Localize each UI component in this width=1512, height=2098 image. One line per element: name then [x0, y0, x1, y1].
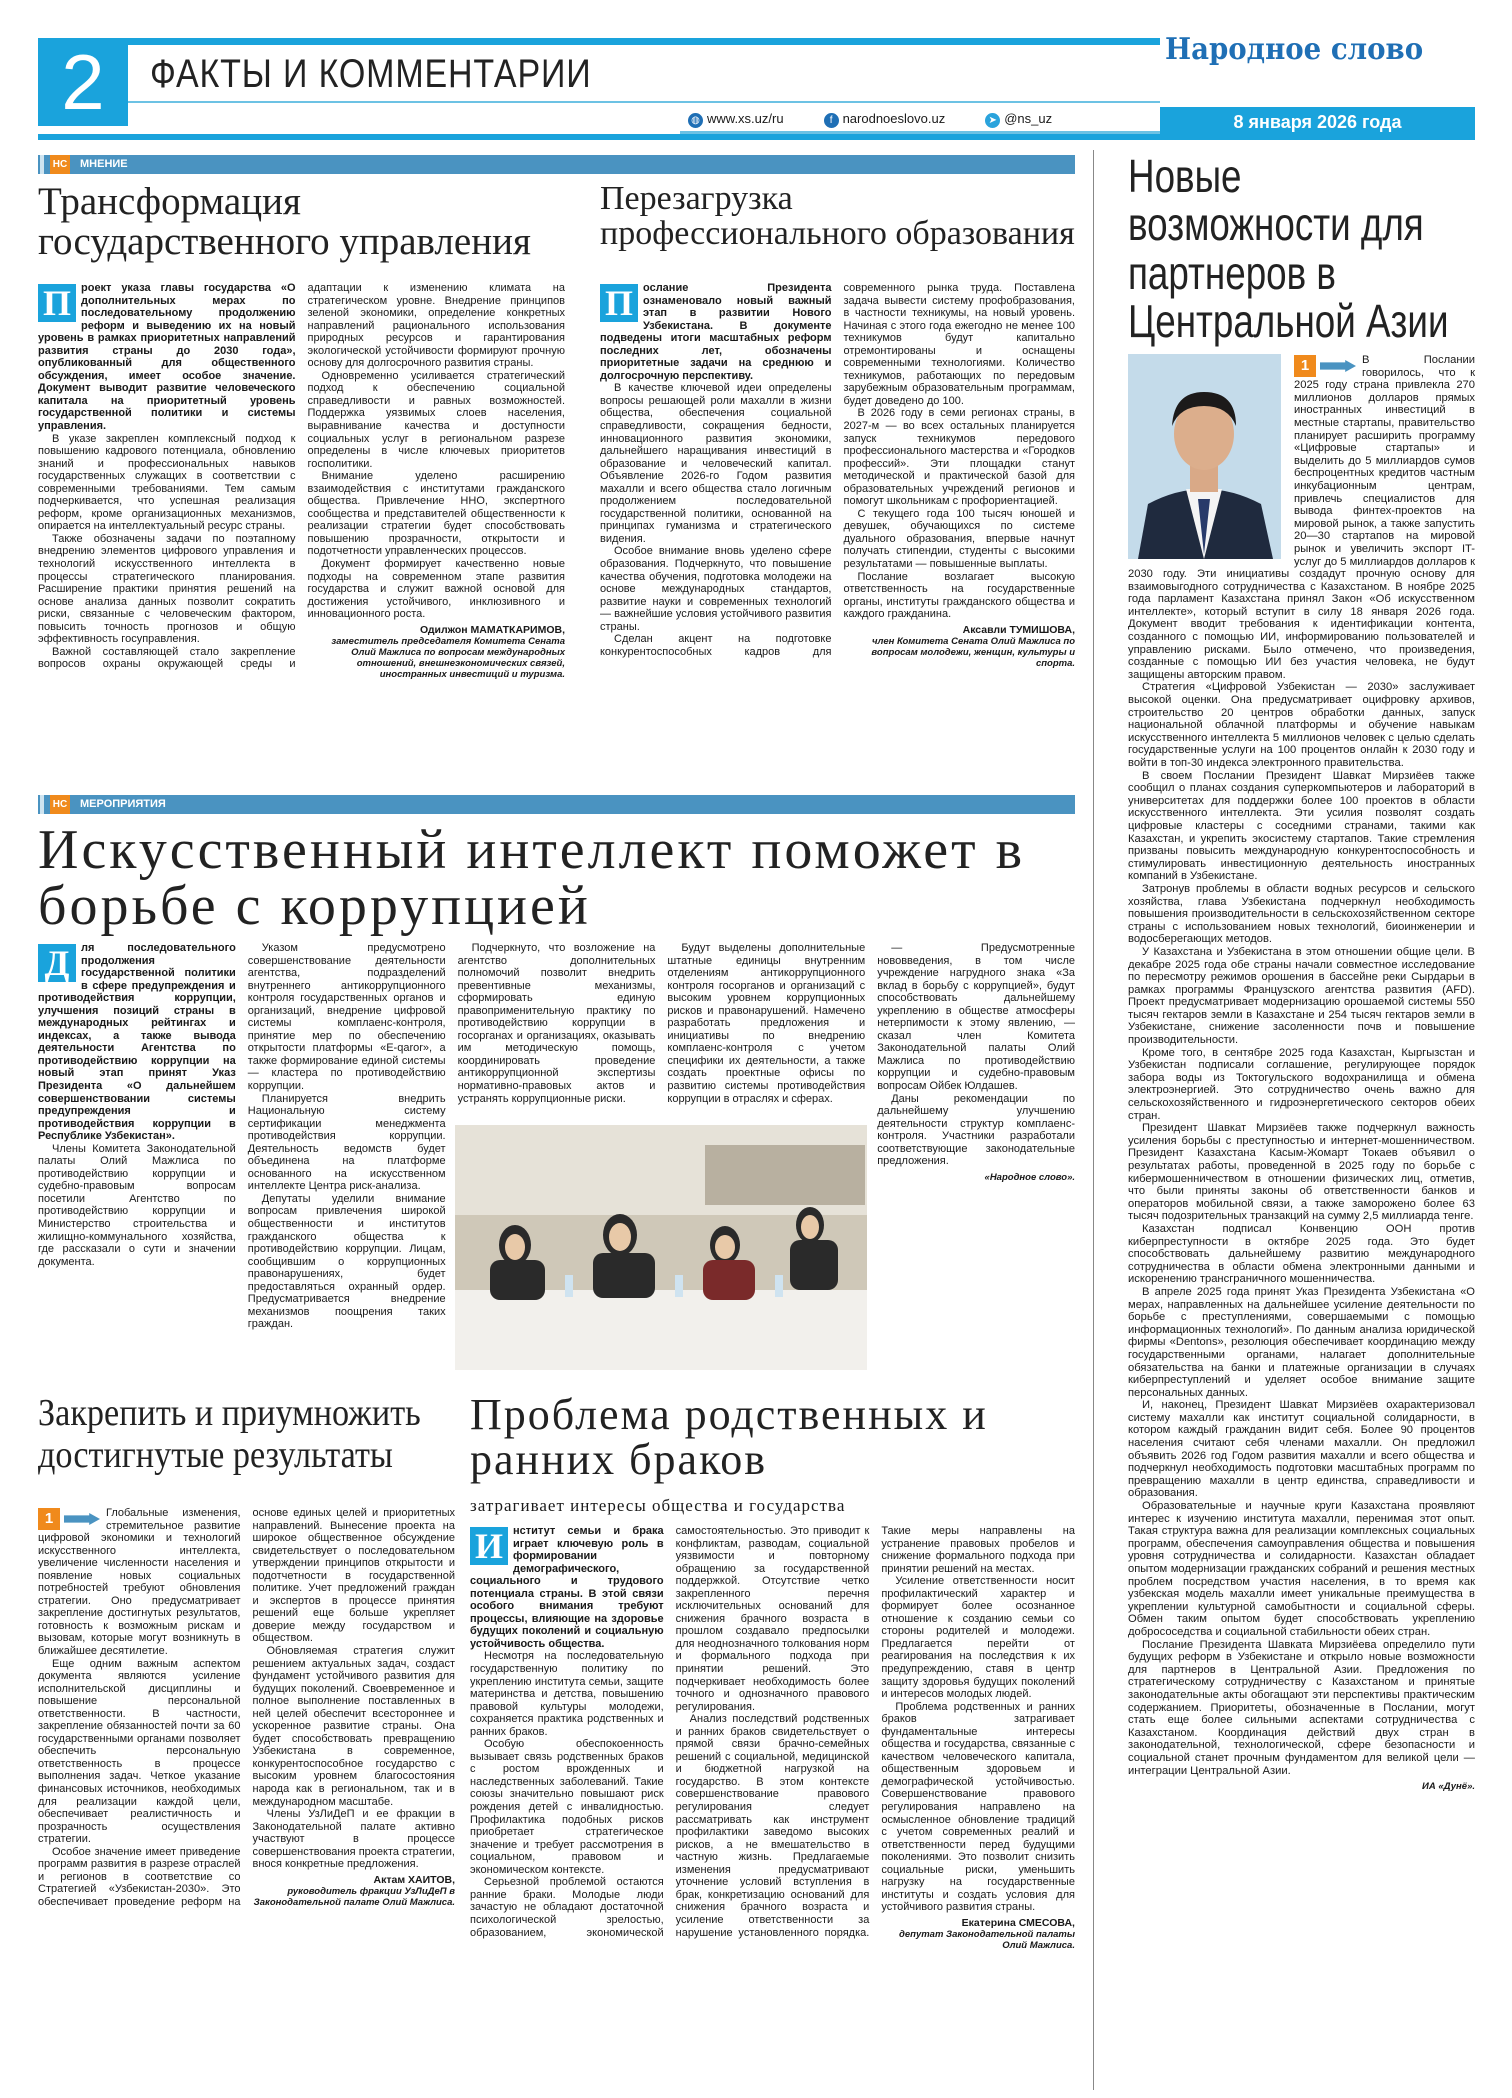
- paragraph-text: Глобальные изменения, стремительное развитие цифровой экономики и технологий искусственного интеллекта, увеличение численности населения и появление новых социальных потребностей требуют обновления стратегии. Оно предусматривает закрепление достигнутых результатов, готовность к возможным рискам и вызовам, которые могут возникнуть в ближайшее десятилетие.: [38, 1507, 241, 1658]
- facebook-link[interactable]: [824, 111, 946, 127]
- article-lead: [38, 282, 296, 433]
- lead-text: ослание Президента ознаменовало новый важный этап в развитии Нового Узбекистана. В документе подведены итоги масштабных реформ последних лет, обозначены приоритетные задачи на среднюю и долгосрочную перспективу.: [600, 282, 832, 382]
- marker-number: 1: [1294, 355, 1316, 377]
- paragraph-text: Одновременно усиливается стратегический подход к обеспечению социальной справедливости и равных возможностей. Поддержка уязвимых слоев населения, выравнивание качества и доступности социальных услуг в региональном разрезе определены в числе ключевых приоритетов госполитики.: [307, 369, 565, 470]
- rubric-logo: НС: [50, 155, 70, 174]
- source: ИА «Дунё».: [1422, 1781, 1475, 1793]
- paragraph-text: В качестве ключевой идеи определены вопросы решающей роли махалли в жизни общества, обеспечения социальной справедливости, сокращения бедности, инновационного развития экономики, дальнейшего наращивания инвестиций в образование и человеческий капитал. Объявление 2026-го Годом развития махалли и всего общества стало логичным продолжением последовательной государственной политики, основанной на принципах гуманизма и стратегического видения.: [600, 382, 832, 545]
- paragraph: [308, 370, 566, 470]
- arrow-right-icon: [1320, 360, 1356, 372]
- paragraph-text: Серьезной проблемой остаются ранние браки. Молодые люди зачастую не обладают достаточной психологической зрелостью, образованием, экономической самостоятельностью. Это приводит к конфликтам, разводам, социальной уязвимости и повторному обращению за государственной поддержкой. Отсутствие четко закрепленного перечня исключительных оснований для снижения брачного возраста в прошлом создавало предпосылки для неоднозначного толкования норм и формального подхода при принятии решений. Это подчеркивает необходимость более точного и однозначного правового регулирования.: [470, 1525, 870, 1939]
- signature: [844, 625, 1076, 669]
- author-role: заместитель председателя Комитета Сената Олий Мажлиса по вопросам международных отношений, внешнеэкономических связей, иностранных инвестиций и туризма.: [331, 635, 565, 680]
- lead-text: нститут семьи и брака играет ключевую роль в формировании демографического, социального и трудового потенциала страны. В этой связи особого внимания требуют процессы, влияющие на здоровье будущих поколений и социальную устойчивость общества.: [470, 1525, 664, 1650]
- header-bar: [128, 38, 1160, 45]
- rubric-label: МНЕНИЕ: [80, 158, 128, 170]
- paragraph-text: В 2026 году в семи регионах страны, в 2027-м — во всех остальных планируется запуск техникумов передового профессионального мастерства и «Городков профессий». Эти площадки станут методической и практической базой для образовательных учреждений регионов и помогут школьникам с профориентацией.: [843, 407, 1075, 508]
- section-title: ФАКТЫ И КОММЕНТАРИИ: [150, 52, 592, 96]
- paragraph-text: В указе закреплен комплексный подход к повышению кадрового потенциала, обновлению знаний и профессиональных навыков государственных служащих в соответствии с современными требованиями. Тем самым подчеркивается, что успешная реализация реформ, кроме организационных механизмов, опирается на интеллектуальный ресурс страны.: [38, 432, 296, 533]
- author-name: Аксавли ТУМИШОВА,: [962, 623, 1075, 636]
- author-role: руководитель фракции УзЛиДеП в Законодательной палате Олий Мажлиса.: [253, 1885, 455, 1908]
- telegram-text: @ns_uz: [1004, 111, 1053, 127]
- signature: [253, 1875, 456, 1908]
- text-column: [248, 942, 446, 1331]
- paragraph: [881, 1575, 1075, 1700]
- article-subtitle: затрагивает интересы общества и государства: [470, 1496, 846, 1515]
- article-title: Трансформация государственного управления: [38, 180, 531, 263]
- paragraph: [248, 1093, 446, 1193]
- author-role: член Комитета Сената Олий Мажлиса по вопросам молодежи, женщин, культуры и спорта.: [871, 635, 1075, 669]
- paragraph-text: Внимание уделено расширению взаимодействия с институтами гражданского общества. Привлечение ННО, экспертного сообщества и представителей общественности к реализации стратегии будет способствовать повышению прозрачности, открытости и подотчетности управленческих процессов.: [307, 470, 565, 558]
- paragraph-text: Документ формирует качественно новые подходы на современном этапе развития государства и служит важной основой для достижения устойчивого, инклюзивного и инновационного роста.: [307, 558, 565, 621]
- signature: [881, 1918, 1075, 1951]
- paragraph: [253, 1808, 456, 1871]
- paragraph-text: Образовательные и научные круги Казахстана проявляют интерес к изучению института махалли, перенимая этот опыт. Такая структура важна для реализации комплексных социальных программ, обеспечения самоуправления общества и повышения уровня сотрудничества и солидарности. Казахстан обладает опытом модернизации гражданских собраний и решения местных проблем посредством участия населения, в то время как узбекская модель махалли имеет уникальные преимущества в укреплении культурной самобытности и социальной сферы. Обмен таким опытом будет способствовать укреплению добрососедства и социальной стабильности обеих стран.: [1128, 1500, 1475, 1638]
- paragraph-text: Важной составляющей стало закрепление вопросов охраны окружающей среды и адаптации к изменению климата на стратегическом уровне. Внедрение принципов зеленой экономики, определение конкретных направлений рационального использования природных ресурсов и гарантирования экологической устойчивости формируют прочную основу для долгосрочного развития страны.: [38, 282, 565, 671]
- paragraph: [600, 545, 832, 633]
- paragraph: [844, 571, 1076, 621]
- paragraph-text: Особое внимание вновь уделено сфере образования. Подчеркнуто, что повышение качества обучения, подготовка молодежи на основе международных стандартов, развитие науки и современных технологий — важнейшие условия устойчивого развития страны.: [600, 545, 832, 633]
- newspaper-logo: Народное слово: [1165, 32, 1424, 67]
- telegram-link[interactable]: [985, 111, 1052, 127]
- paragraph-text: Несмотря на последовательную государственную политику по укреплению института семьи, защите материнства и детства, повышению правовой культуры молодежи, сохраняется практика родственных и ранних браков.: [470, 1650, 664, 1738]
- article-title: Новые возможности для партнеров в Центральной Азии: [1128, 150, 1449, 347]
- page-number: 2: [38, 38, 128, 126]
- article-body: [38, 1507, 455, 1909]
- article-body: [38, 942, 1075, 1331]
- signature: [308, 625, 566, 680]
- paragraph-text: Особое значение имеет приведение программ развития в разрезе отраслей и регионов в соответствие со Стратегией «Узбекистан-2030». Это обеспечивает проведение реформ на основе единых целей и приоритетных направлений. Вынесение проекта на широкое общественное обсуждение свидетельствует о последовательном утверждении принципов открытости и подотчетности в государственной политике. Учет предложений граждан и экспертов в процессе принятия решений еще больше укрепляет доверие между государством и обществом.: [38, 1507, 455, 1908]
- paragraph-text: Послание Президента Шавката Мирзиёева определило пути будущих реформ в Узбекистане и открыло новые возможности для партнеров в Центральной Азии. Предложения по стратегическому сотрудничеству с Казахстаном и принятые законодательные акты обогащают эти перспективы практическим содержанием. Приоритеты, обозначенные в Послании, могут стать еще более сильными аспектами сотрудничества с Казахстаном. Координация действий двух стран в законодательной, технологической, сфере безопасности и социальной станет прочным фундаментом для великой цели — интеграции Центральной Азии.: [1128, 1638, 1475, 1777]
- paragraph: [1128, 946, 1475, 1047]
- text-column: [38, 942, 236, 1268]
- paragraph-text: И, наконец, Президент Шавкат Мирзиёев охарактеризовал систему махалли как институт социальной солидарности, в котором каждый гражданин видит себя. Более 90 процентов населения считают себя членами махалли. Он предложил объявить 2026 год Годом развития махалли и всего общества и подчеркнул необходимость подготовки масштабных программ по превращению махалли в центр единства, справедливости и образования.: [1128, 1399, 1475, 1500]
- rubric-logo: НС: [50, 795, 70, 814]
- paragraph-text: Члены УзЛиДеП и ее фракции в Законодательной палате активно участвуют в процессе совершенствования проекта стратегии, внося конкретные предложения.: [252, 1808, 455, 1871]
- paragraph: [877, 942, 1075, 1093]
- paragraph: [1128, 1500, 1475, 1639]
- paragraph: [1128, 681, 1475, 769]
- article-body: [600, 282, 1075, 669]
- header-underline: [38, 134, 1475, 140]
- paragraph: [600, 382, 832, 545]
- author-name: Одилжон МАМАТКАРИМОВ,: [419, 623, 565, 636]
- paragraph-text: Еще одним важным аспектом документа являются усиление исполнительской дисциплины и повышение персональной ответственности. В частности, закрепление обязанностей почти за 60 государственными органами позволяет обеспечить персональную ответственность в процессе выполнения задач. Четкое указание финансовых источников, необходимых для реализации каждой цели, обеспечивает реалистичность и прозрачность осуществления стратегии.: [38, 1657, 241, 1846]
- paragraph-text: Проблема родственных и ранних браков затрагивает фундаментальные интересы общества и государства, связанные с качеством человеческого капитала, общественным здоровьем и демографической устойчивостью. Совершенствование правового регулирования направлено на осмысленное обновление традиций с учетом современных реалий и ответственности перед будущими поколениями. Это позволит снизить социальные риски, уменьшить нагрузку на государственные институты и создать условия для устойчивого развития страны.: [881, 1700, 1075, 1914]
- rubric-label: МЕРОПРИЯТИЯ: [80, 798, 166, 810]
- drop-cap: Д: [38, 944, 76, 982]
- paragraph-text: Стратегия «Цифровой Узбекистан — 2030» заслуживает высокой оценки. Она предусматривает оцифровку архивов, строительство 20 центров обработки данных, запуск национальной облачной платформы и обучение навыкам искусственного интеллекта 5 миллионов человек с целью сделать государственные услуги на 100 процентов онлайн к 2030 году и войти в топ-30 индекса электронного правительства.: [1128, 681, 1475, 769]
- article-title: Перезагрузка профессионального образования: [600, 180, 1075, 252]
- paragraph-text: Особую обеспокоенность вызывает связь родственных браков с ростом врожденных и наследственных заболеваний. Такие союзы значительно повышают риск рождения детей с инвалидностью. Профилактика подобных рисков приобретает стратегическое значение и требует рассмотрения в социальном, правовом и экономическом контексте.: [470, 1738, 664, 1876]
- paragraph-text: Планируется внедрить Национальную систему сертификации менеджмента противодействия коррупции. Деятельность ведомств будет объединена на платформе основанного на искусственном интеллекте Центра риск-анализа.: [247, 1092, 446, 1193]
- paragraph: [38, 1507, 241, 1658]
- paragraph: [248, 942, 446, 1093]
- rubric-bar: [40, 155, 44, 174]
- paragraph: [248, 1193, 446, 1331]
- paragraph-text: Президент Шавкат Мирзиёев также подчеркнул важность усиления борьбы с преступностью и интернет-мошенничеством. Президент Казахстана Касым-Жомарт Токаев объявил о результатах работы, проведенной в 2025 году по борьбе с кибермошенничеством в отношении физических лиц, отметив, что были приняты законы об ответственности банков и операторов мобильной связи, а также заморожено более 63 тысяч подозрительных транзакций на сумму 2,5 миллиарда тенге.: [1128, 1122, 1475, 1223]
- paragraph-text: В апреле 2025 года принят Указ Президента Узбекистана «О мерах, направленных на дальнейшее усиление деятельности по борьбе с преступлениями, совершаемыми с помощью информационных технологий». По данным анализа юридической фирмы «Dentons», резолюция обеспечивает координацию между государственными органами, налагает дополнительные обязательства на банки и платежные организации в случаях киберпреступлений и уделяет особое внимание защите персональных данных.: [1128, 1285, 1475, 1399]
- paragraph-text: Анализ последствий родственных и ранних браков свидетельствует о прямой связи брачно-семейных решений с социальной, медицинской и бюджетной нагрузкой на государство. В этом контексте совершенствование правового регулирования следует рассматривать как инструмент профилактики заведомо высоких рисков, а не вмешательство в частную жизнь. Предлагаемые изменения предусматривают уточнение условий вступления в брак, конкретизацию оснований для снижения брачного возраста и усиление ответственности за нарушение установленного порядка. Такие меры направлены на устранение правовых пробелов и снижение формального подхода при принятии решений на местах.: [675, 1525, 1075, 1939]
- paragraph: [308, 558, 566, 621]
- rubric-events: [38, 795, 1075, 814]
- paragraph-text: Указом предусмотрено совершенствование деятельности агентства, подразделений внутреннего антикоррупционного контроля государственных органов и организаций, внедрение цифровой системы комплаенс-контроля, принятие мер по обеспечению открытости платформы «E-qaror», а также формирование единой системы — кластера по противодействию коррупции.: [247, 942, 446, 1093]
- drop-cap: П: [38, 284, 76, 322]
- paragraph: [877, 1093, 1075, 1168]
- text-column: [667, 942, 865, 1105]
- paragraph: [38, 1143, 236, 1268]
- paragraph-text: Усиление ответственности носит профилактический характер и формирует более осознанное отношение к созданию семьи со стороны родителей и молодежи. Предлагается перейти от реагирования на последствия к их предупреждению, ставя в центр защиту здоровья будущих поколений и интересов молодых людей.: [881, 1575, 1075, 1701]
- paragraph: [1128, 1639, 1475, 1778]
- author-role: депутат Законодательной палаты Олий Мажлиса.: [898, 1928, 1075, 1951]
- paragraph: [667, 942, 865, 1105]
- paragraph: [38, 533, 296, 646]
- drop-cap: И: [470, 1527, 508, 1565]
- issue-date: 8 января 2026 года: [1160, 107, 1475, 137]
- paragraph-text: Даны рекомендации по дальнейшему улучшению деятельности структур комплаенс-контроля. Участники разработали соответствующие законодательные предложения.: [877, 1092, 1075, 1168]
- portrait-space: [1128, 354, 1286, 560]
- paragraph-text: Члены Комитета Законодательной палаты Олий Мажлиса по противодействию коррупции и судебно-правовым вопросам посетили Агентство по противодействию коррупции и Министерство строительства и жилищно-коммунального хозяйства, где рассказали о сути и значении документа.: [38, 1142, 236, 1268]
- article-lead: [470, 1525, 664, 1650]
- paragraph-text: Кроме того, в сентябре 2025 года Казахстан, Кыргызстан и Узбекистан подписали соглашение, регулирующее порядок забора воды из Токтогульского водохранилища и обмена электроэнергией. Это сотрудничество очень важно для сельскохозяйственного и гидроэнергетического секторов обеих стран.: [1128, 1046, 1475, 1122]
- facebook-icon: f: [824, 113, 839, 128]
- author-name: Екатерина СМЕСОВА,: [961, 1916, 1075, 1929]
- text-column: [458, 942, 656, 1105]
- article-body: [470, 1525, 1075, 1951]
- divider: [128, 101, 1160, 103]
- paragraph-text: Подчеркнуто, что возложение на агентство дополнительных полномочий позволит внедрить превентивные механизмы, сформировать единую правоприменительную практику по противодействию коррупции в госорганах и организациях, оказывать им методическую помощь, координировать проведение антикоррупционной экспертизы нормативно-правовых актов и устранять коррупционные риски.: [457, 942, 656, 1105]
- article-title: Проблема родственных и ранних браков: [470, 1390, 988, 1484]
- paragraph-text: — Предусмотренные нововведения, в том числе учреждение нагрудного знака «За вклад в борьбу с коррупцией», будут способствовать дальнейшему укреплению в обществе атмосферы нетерпимости к этому явлению, — сказал член Комитета Законодательной палаты Олий Мажлиса по противодействию коррупции и судебно-правовым вопросам Ойбек Юлдашев.: [877, 942, 1075, 1093]
- paragraph-text: В Послании говорилось, что к 2025 году страна привлекла 270 миллионов долларов прямых иностранных инвестиций в местные стартапы, правительство планирует расширить программу «Цифровые стартапы» и выделить до 5 миллиардов сумов беспроцентных кредитов частным инкубационным центрам, привлечь специалистов для вывода финтех-проектов на мировой рынок, а также запустить 20—30 стартапов на мировой рынок и увеличить экспорт IT-услуг до 5 миллиардов долларов к 2030 году. Эти инициативы создадут прочную основу для взаимовыгодного сотрудничества с Казахстаном. В ноябре 2025 года парламент Казахстана принял Закон «Об искусственном интеллекте», который вступит в силу 18 января 2026 года. Документ вводит требования к идентификации контента, созданного с помощью ИИ, информированию пользователей и управлению рисками. Было отмечено, что произведения, созданные с помощью ИИ без участия человека, не будут защищены авторским правом.: [1128, 354, 1475, 681]
- paragraph: [1128, 1047, 1475, 1123]
- rubric-opinion: [38, 155, 1075, 174]
- marker-number: 1: [38, 1508, 60, 1530]
- paragraph-text: Затронув проблемы в области водных ресурсов и сельского хозяйства, глава Узбекистана подчеркнул необходимость повышения производительности в сельскохозяйственном секторе страны с использованием новых технологий, биоинженерии и водосберегающих методов.: [1128, 882, 1475, 946]
- article-body: [38, 282, 565, 680]
- lead-text: ля последовательного продолжения государственной политики в сфере предупреждения и противодействия коррупции, улучшения позиций страны в международных рейтингах и индексах, а также вывода деятельности Агентства по противодействию коррупции на новый этап принят Указ Президента «О дальнейшем совершенствовании системы предупреждения и противодействия коррупции в Республике Узбекистан».: [38, 942, 236, 1143]
- paragraph: [1128, 1286, 1475, 1399]
- article-title: Искусственный интеллект поможет в борьбе с коррупцией: [38, 819, 1026, 937]
- paragraph: [470, 1738, 664, 1876]
- paragraph: [1128, 770, 1475, 883]
- paragraph: [38, 1658, 241, 1846]
- paragraph-text: У Казахстана и Узбекистана в этом отношении общие цели. В декабре 2025 года обе страны начали совместное исследование по пересмотру режимов орошения в бассейне реки Сырдарьи в рамках программы Французского агентства развития (AFD). Проект предусматривает модернизацию орошаемой системы 550 тысяч гектаров земли в Казахстане и 254 тысяч гектаров земли в Узбекистане, снижение засоленности почв и повышение производительности.: [1128, 945, 1475, 1047]
- paragraph: [1128, 883, 1475, 946]
- text-column: [877, 942, 1075, 1183]
- paragraph: [458, 942, 656, 1105]
- paragraph-text: Будут выделены дополнительные штатные единицы внутренним отделениям антикоррупционного контроля госорганов и организаций с высоким уровнем коррупционных рисков и правонарушений. Намечено разработать предложения и инициативы по внедрению комплаенс-контроля с учетом специфики их деятельности, а также создать проектные офисы по развитию системы противодействия коррупции в отраслях и сферах.: [667, 942, 866, 1105]
- arrow-right-icon: [64, 1513, 100, 1525]
- drop-cap: П: [600, 284, 638, 322]
- rubric-bar: [40, 795, 44, 814]
- article-title: Закрепить и приумножить достигнутые результаты: [38, 1392, 421, 1476]
- paragraph: [1128, 1223, 1475, 1286]
- paragraph-text: Депутаты уделили внимание вопросам привлечения широкой общественности и институтов гражданского общества к противодействию коррупции. Лицам, сообщившим о коррупционных правонарушениях, будет предоставляться охранный ордер. Предусматривается внедрение механизмов поощрения таких граждан.: [247, 1192, 446, 1331]
- lead-text: роект указа главы государства «О дополнительных мерах по последовательному продолжению реформ и выведению их на новый уровень в рамках приоритетных направлений развития страны до 2030 года», опубликованный для общественного обсуждения, имеет особое значение. Документ выводит развитие человеческого капитала на приоритетный уровень государственной политики и системы управления.: [38, 282, 296, 433]
- source: «Народное слово».: [984, 1171, 1075, 1183]
- social-links: [680, 108, 1160, 134]
- paragraph-text: Сделан акцент на подготовке конкурентоспособных кадров для современного рынка труда. Поставлена задача вывести систему профобразования, в частности техникумы, на новый уровень. Начиная с этого года ежегодно не менее 100 техникумов будут капитально отремонтированы и оснащены современными технологиями. Количество техникумов, работающих по передовым зарубежным образовательным программам, будет доведено до 100.: [600, 282, 1075, 658]
- paragraph-text: Казахстан подписал Конвенцию ООН против киберпреступности в октябре 2025 года. Это будет способствовать дальнейшему развитию международного сотрудничества в области обмена электронными данными и искоренению трансграничного мошенничества.: [1128, 1222, 1475, 1286]
- paragraph: [844, 407, 1076, 507]
- website-link[interactable]: [688, 111, 784, 127]
- paragraph: [1128, 1122, 1475, 1223]
- paragraph: [253, 1645, 456, 1808]
- paragraph-text: Послание возлагает высокую ответственность на государственные органы, институты гражданского общества и каждого гражданина.: [843, 570, 1075, 621]
- paragraph: [1128, 1399, 1475, 1500]
- section-marker: [1294, 355, 1356, 377]
- paragraph-text: С текущего года 100 тысяч юношей и девушек, обучающихся по системе дуального образования, впервые начнут получать стипендии, студенты с высокими результатами — повышенные выплаты.: [843, 507, 1075, 571]
- telegram-icon: ➤: [985, 113, 1000, 128]
- author-name: Актам ХАИТОВ,: [373, 1873, 455, 1886]
- paragraph: [881, 1701, 1075, 1914]
- article-lead: [38, 942, 236, 1143]
- paragraph: [308, 470, 566, 558]
- website-text: www.xs.uz/ru: [707, 111, 784, 127]
- article-lead: [600, 282, 832, 382]
- article-body: [1128, 354, 1475, 1792]
- paragraph-text: Также обозначены задачи по поэтапному внедрению элементов цифрового управления и технологий искусственного интеллекта в процессы стратегического планирования. Расширение практики принятия решений на основе анализа данных позволит сократить риски, связанные с человеческим фактором, повысить точность прогнозов и общую эффективность госуправления.: [38, 532, 296, 646]
- paragraph: [844, 508, 1076, 571]
- paragraph: [38, 433, 296, 533]
- paragraph: [470, 1650, 664, 1738]
- paragraph-text: Обновляемая стратегия служит решением актуальных задач, создаст фундамент устойчивого развития для будущих поколений. Своевременное и полное выполнение поставленных в ней целей обеспечит всестороннее и ускоренное развитие страны. Она будет способствовать превращению Узбекистана в современное, конкурентоспособное государство с высоким уровнем благосостояния народа как в региональном, так и в международном масштабе.: [252, 1645, 455, 1808]
- globe-icon: ◍: [688, 113, 703, 128]
- facebook-text: narodnoeslovo.uz: [842, 111, 946, 127]
- paragraph-text: В своем Послании Президент Шавкат Мирзиёев также сообщил о планах создания суперкомпьютеров и лабораторий в университетах для поддержки более 100 проектов в области искусственного интеллекта. Эти усилия позволят создать цифровые кластеры с соседними странами, такими как Казахстан, и укрепить экосистему стартапов. Такие стремления призваны повысить международную конкурентоспособность и стимулировать инвестиционную деятельность иностранных компаний в Узбекистане.: [1128, 769, 1475, 883]
- column-divider: [1093, 150, 1094, 2090]
- section-marker: [38, 1508, 100, 1530]
